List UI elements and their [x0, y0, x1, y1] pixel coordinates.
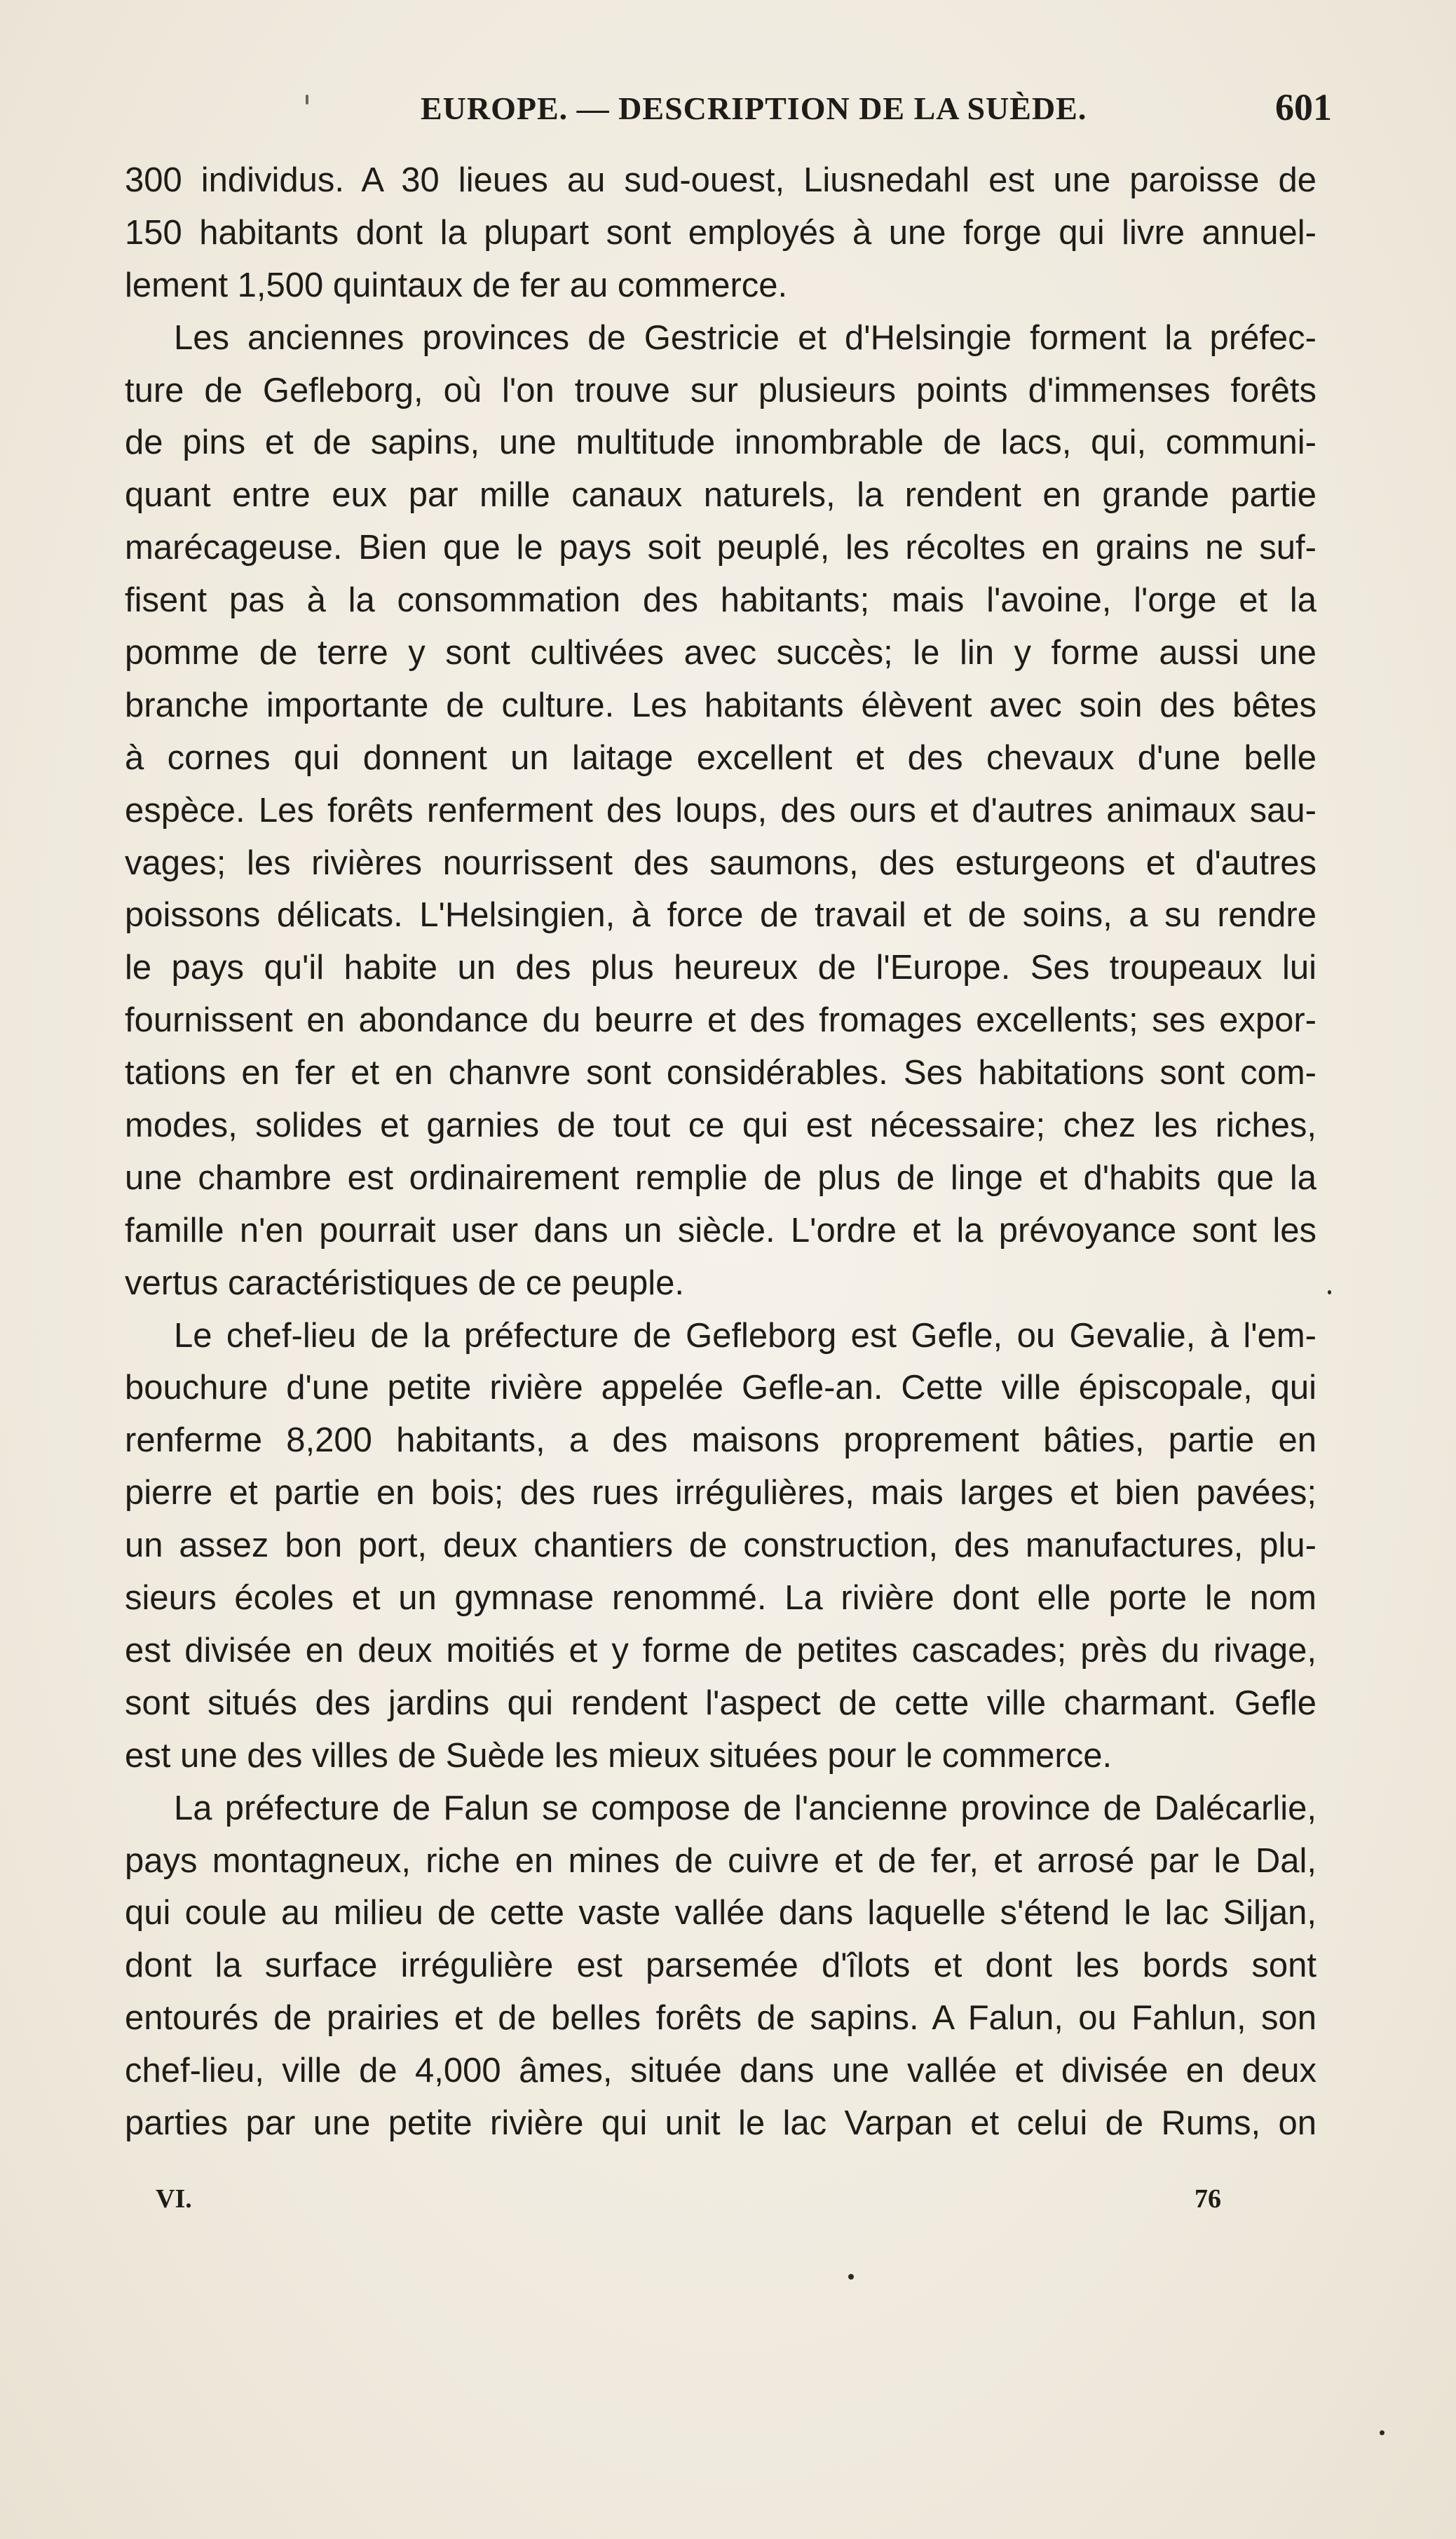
text-line: parties par une petite rivière qui unit le lac Varpan et celui de Rums, on	[125, 2104, 1316, 2142]
page-number: 601	[1275, 86, 1332, 128]
text-line: 150 habitants dont la plupart sont employés à une forge qui livre annuel-	[125, 213, 1316, 252]
text-line: sont situés des jardins qui rendent l'aspect de cette ville charmant. Gefle	[125, 1684, 1316, 1722]
text-line: renferme 8,200 habitants, a des maisons proprement bâties, partie en	[125, 1421, 1316, 1460]
text-line: une chambre est ordinairement remplie de plus de linge et d'habits que la	[125, 1158, 1316, 1197]
text-line: est une des villes de Suède les mieux situées pour le commerce.	[125, 1736, 1113, 1775]
text-line: espèce. Les forêts renferment des loups, des ours et d'autres animaux sau-	[125, 791, 1316, 830]
text-line: pays montagneux, riche en mines de cuivre et de fer, et arrosé par le Dal,	[125, 1841, 1316, 1880]
text-line: quant entre eux par mille canaux naturels, la rendent en grande partie	[125, 476, 1316, 515]
sheet-number: 76	[1195, 2184, 1221, 2214]
text-line: dont la surface irrégulière est parsemée d'îlots et dont les bords sont	[125, 1946, 1316, 1985]
text-line: ture de Gefleborg, où l'on trouve sur plusieurs points d'immenses forêts	[125, 371, 1316, 409]
text-line: fisent pas à la consommation des habitants; mais l'avoine, l'orge et la	[125, 581, 1316, 620]
text-line: le pays qu'il habite un des plus heureux de l'Europe. Ses troupeaux lui	[125, 949, 1316, 987]
text-line: bouchure d'une petite rivière appelée Gefle-an. Cette ville épiscopale, qui	[125, 1369, 1316, 1407]
text-line: famille n'en pourrait user dans un siècle. L'ordre et la prévoyance sont les	[125, 1211, 1316, 1250]
text-line: entourés de prairies et de belles forêts de sapins. A Falun, ou Fahlun, son	[125, 1999, 1316, 2038]
text-line: branche importante de culture. Les habitants élèvent avec soin des bêtes	[125, 686, 1316, 724]
body-text	[125, 154, 1316, 2150]
text-line: qui coule au milieu de cette vaste vallée dans laquelle s'étend le lac Siljan,	[125, 1894, 1316, 1932]
text-line: de pins et de sapins, une multitude innombrable de lacs, qui, communi-	[125, 424, 1316, 462]
print-speck	[848, 2274, 854, 2280]
print-speck	[306, 95, 308, 104]
text-line: tations en fer et en chanvre sont considérables. Ses habitations sont com-	[125, 1054, 1316, 1092]
print-speck	[1328, 1290, 1331, 1294]
running-head: EUROPE. — DESCRIPTION DE LA SUÈDE.	[421, 90, 1087, 126]
text-line: à cornes qui donnent un laitage excellent et des chevaux d'une belle	[125, 738, 1316, 777]
text-line: est divisée en deux moitiés et y forme de petites cascades; près du rivage,	[125, 1631, 1316, 1670]
text-line: modes, solides et garnies de tout ce qui est nécessaire; chez les riches,	[125, 1106, 1316, 1145]
page-footer	[156, 2183, 1221, 2226]
text-line: un assez bon port, deux chantiers de construction, des manufactures, plu-	[125, 1526, 1316, 1565]
text-line: fournissent en abondance du beurre et des fromages excellents; ses expor-	[125, 1001, 1316, 1040]
text-line: La préfecture de Falun se compose de l'ancienne province de Dalécarlie,	[174, 1789, 1316, 1827]
text-line: Les anciennes provinces de Gestricie et d'Helsingie forment la préfec-	[174, 318, 1316, 357]
text-line: lement 1,500 quintaux de fer au commerce.	[125, 266, 788, 304]
text-line: poissons délicats. L'Helsingien, à force de travail et de soins, a su rendre	[125, 896, 1316, 935]
text-line: pierre et partie en bois; des rues irrégulières, mais larges et bien pavées;	[125, 1474, 1316, 1512]
text-line: Le chef-lieu de la préfecture de Gefleborg est Gefle, ou Gevalie, à l'em-	[174, 1316, 1316, 1355]
page-header	[421, 86, 1332, 139]
text-line: sieurs écoles et un gymnase renommé. La rivière dont elle porte le nom	[125, 1579, 1316, 1618]
text-line: vertus caractéristiques de ce peuple.	[125, 1264, 685, 1302]
text-line: vages; les rivières nourrissent des saumons, des esturgeons et d'autres	[125, 844, 1316, 882]
text-line: pomme de terre y sont cultivées avec succès; le lin y forme aussi une	[125, 634, 1316, 672]
text-line: 300 individus. A 30 lieues au sud-ouest, Liusnedahl est une paroisse de	[125, 161, 1316, 199]
text-line: chef-lieu, ville de 4,000 âmes, située dans une vallée et divisée en deux	[125, 2052, 1316, 2090]
signature-mark: VI.	[156, 2184, 192, 2214]
print-speck	[1380, 2430, 1384, 2435]
text-line: marécageuse. Bien que le pays soit peuplé, les récoltes en grains ne suf-	[125, 529, 1316, 567]
